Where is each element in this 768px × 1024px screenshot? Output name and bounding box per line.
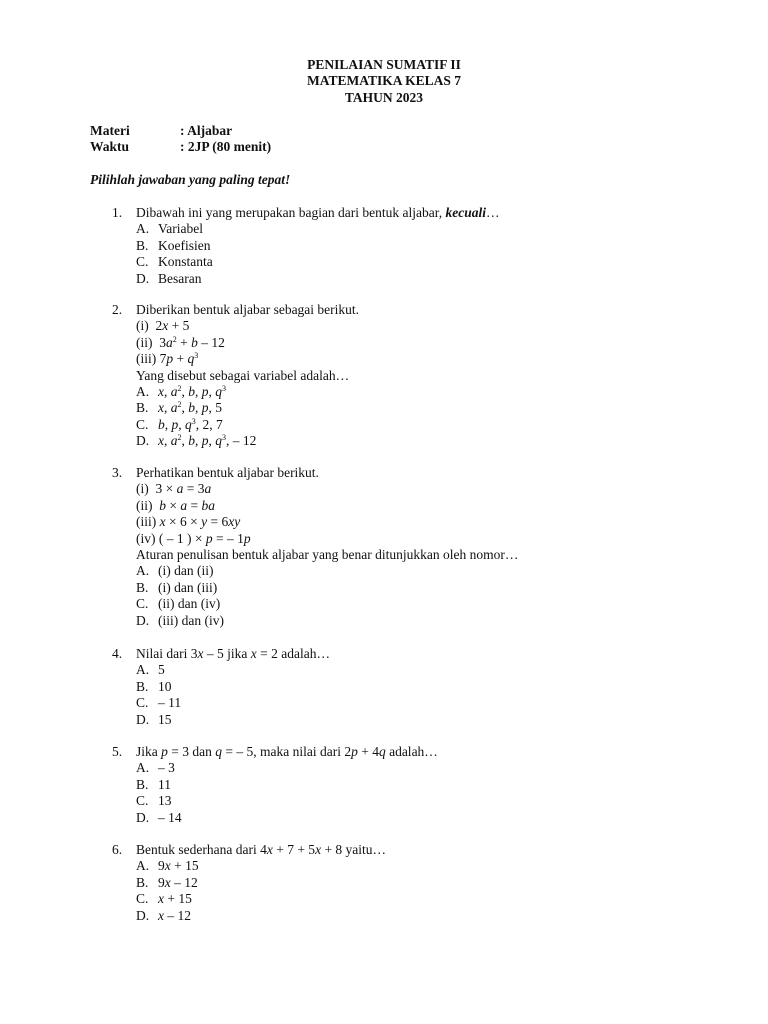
option-a xyxy=(136,858,386,874)
option-text: (iii) dan (iv) xyxy=(158,612,224,628)
option-label: A. xyxy=(136,858,150,874)
question-text: Diberikan bentuk aljabar sebagai berikut. xyxy=(136,302,360,317)
option-text: x, $a^2$, b, p, 5 xyxy=(158,400,222,416)
item-expr: ( – 1 ) × p = – 1p xyxy=(158,530,251,546)
question-number: 6. xyxy=(112,842,123,857)
question-4 xyxy=(112,646,330,728)
item-label: (ii) xyxy=(136,334,153,350)
instruction-text: Pilihlah jawaban yang paling tepat! xyxy=(90,172,291,187)
question-text: Jika p = 3 dan q = – 5, maka nilai dari 2p + 4q adalah… xyxy=(136,744,438,759)
header-subject: MATEMATIKA KELAS 7 xyxy=(306,73,462,89)
question-number: 5. xyxy=(112,744,123,759)
option-text: (i) dan (iii) xyxy=(158,579,218,595)
option-a xyxy=(136,662,330,678)
question-5 xyxy=(112,744,438,826)
option-label: C. xyxy=(136,891,149,907)
option-label: D. xyxy=(136,612,150,628)
option-b xyxy=(136,238,499,254)
expression-item xyxy=(136,351,359,367)
question-text-suffix: … xyxy=(485,205,500,220)
item-label: (iii) xyxy=(136,514,157,530)
item-label: (i) xyxy=(136,481,149,497)
option-label: D. xyxy=(136,270,150,286)
option-text: Variabel xyxy=(158,221,203,237)
option-label: B. xyxy=(136,776,149,792)
option-label: B. xyxy=(136,579,149,595)
option-text: Besaran xyxy=(158,270,202,286)
option-c xyxy=(136,891,386,907)
question-prompt: Yang disebut sebagai variabel adalah… xyxy=(136,367,350,383)
option-d xyxy=(136,271,499,287)
question-number: 4. xyxy=(112,646,123,661)
expression-item xyxy=(136,498,518,514)
option-label: B. xyxy=(136,874,149,890)
expression-item xyxy=(136,481,518,497)
question-text xyxy=(136,205,499,221)
materi-label: Materi xyxy=(90,123,130,138)
item-expr: 3 × a = 3a xyxy=(152,481,212,497)
header-title: PENILAIAN SUMATIF II xyxy=(307,57,461,72)
option-label: A. xyxy=(136,221,150,237)
question-number: 1. xyxy=(112,205,123,220)
option-label: C. xyxy=(136,416,149,432)
option-d xyxy=(136,810,438,826)
meta-materi-row xyxy=(90,123,271,139)
option-label: A. xyxy=(136,760,150,776)
header-year: TAHUN 2023 xyxy=(344,89,424,105)
option-label: D. xyxy=(136,907,150,923)
item-label: (i) xyxy=(136,318,149,334)
question-prompt: Aturan penulisan bentuk aljabar yang benar ditunjukkan oleh nomor… xyxy=(136,547,519,563)
option-b xyxy=(136,875,386,891)
option-text: x, $a^2$, b, p, $q^3$ xyxy=(158,384,226,400)
waktu-value: : 2JP (80 menit) xyxy=(180,139,272,155)
item-expr: b × a = ba xyxy=(159,497,215,513)
option-b xyxy=(136,400,359,416)
option-label: A. xyxy=(136,563,150,579)
option-text: 15 xyxy=(158,711,172,727)
item-expr: x × 6 × y = 6xy xyxy=(159,514,241,530)
option-c xyxy=(136,596,518,612)
option-text: 13 xyxy=(158,793,172,809)
option-b xyxy=(136,580,518,596)
question-1 xyxy=(112,205,499,287)
option-text: 11 xyxy=(158,776,171,792)
option-a xyxy=(136,384,359,400)
option-d xyxy=(136,712,330,728)
option-text: b, p, $q^3$, 2, 7 xyxy=(158,416,223,432)
question-text-prefix: Dibawah ini yang merupakan bagian dari bentuk aljabar, xyxy=(136,205,446,220)
item-label: (ii) xyxy=(136,497,153,513)
question-number: 2. xyxy=(112,302,123,317)
option-text: x – 12 xyxy=(158,907,191,923)
expression-item xyxy=(136,514,518,530)
item-label: (iii) xyxy=(136,351,157,367)
option-a xyxy=(136,221,499,237)
question-3 xyxy=(112,465,518,629)
question-6 xyxy=(112,842,386,924)
option-d xyxy=(136,613,518,629)
option-label: C. xyxy=(136,596,149,612)
option-text: Konstanta xyxy=(158,254,213,270)
item-expr: $3a^2 + b - 12$ xyxy=(155,334,225,350)
option-text: (i) dan (ii) xyxy=(158,563,214,579)
option-text: x + 15 xyxy=(158,891,192,907)
option-text: x, $a^2$, b, p, $q^3$, – 12 xyxy=(158,433,257,449)
materi-value: : Aljabar xyxy=(180,123,233,138)
option-text: (ii) dan (iv) xyxy=(158,596,221,612)
option-text: – 11 xyxy=(158,695,182,711)
meta-waktu-row xyxy=(90,139,271,155)
question-text: Bentuk sederhana dari 4x + 7 + 5x + 8 yaitu… xyxy=(136,842,387,857)
option-b xyxy=(136,679,330,695)
option-c xyxy=(136,695,330,711)
option-label: D. xyxy=(136,809,150,825)
option-d xyxy=(136,908,386,924)
option-text: Koefisien xyxy=(158,237,211,253)
option-text: 5 xyxy=(158,662,165,678)
option-label: A. xyxy=(136,384,150,400)
option-label: D. xyxy=(136,711,150,727)
exam-meta xyxy=(90,123,271,156)
waktu-label: Waktu xyxy=(90,139,130,155)
document-header xyxy=(0,57,768,106)
option-a xyxy=(136,563,518,579)
option-text: – 3 xyxy=(158,760,175,776)
option-label: A. xyxy=(136,662,150,678)
item-expr: $7p + q^3$ xyxy=(159,351,199,367)
option-text: – 14 xyxy=(158,809,182,825)
question-text-emphasis: kecuali xyxy=(445,205,486,220)
question-text: Perhatikan bentuk aljabar berikut. xyxy=(136,465,319,480)
option-label: C. xyxy=(136,793,149,809)
option-label: B. xyxy=(136,678,149,694)
option-d xyxy=(136,433,359,449)
option-c xyxy=(136,417,359,433)
question-number: 3. xyxy=(112,465,123,480)
option-a xyxy=(136,760,438,776)
expression-item xyxy=(136,318,359,334)
option-c xyxy=(136,254,499,270)
option-label: D. xyxy=(136,433,150,449)
question-2 xyxy=(112,302,359,450)
option-label: B. xyxy=(136,237,149,253)
item-expr: 2x + 5 xyxy=(152,318,190,334)
option-c xyxy=(136,793,438,809)
option-text: 10 xyxy=(158,678,172,694)
item-label: (iv) xyxy=(136,530,156,546)
expression-item xyxy=(136,531,518,547)
question-text: Nilai dari 3x – 5 jika x = 2 adalah… xyxy=(136,646,330,661)
option-label: C. xyxy=(136,695,149,711)
option-label: B. xyxy=(136,400,149,416)
option-label: C. xyxy=(136,254,149,270)
expression-item xyxy=(136,335,359,351)
option-text: 9x + 15 xyxy=(158,858,199,874)
option-b xyxy=(136,777,438,793)
option-text: 9x – 12 xyxy=(158,874,198,890)
